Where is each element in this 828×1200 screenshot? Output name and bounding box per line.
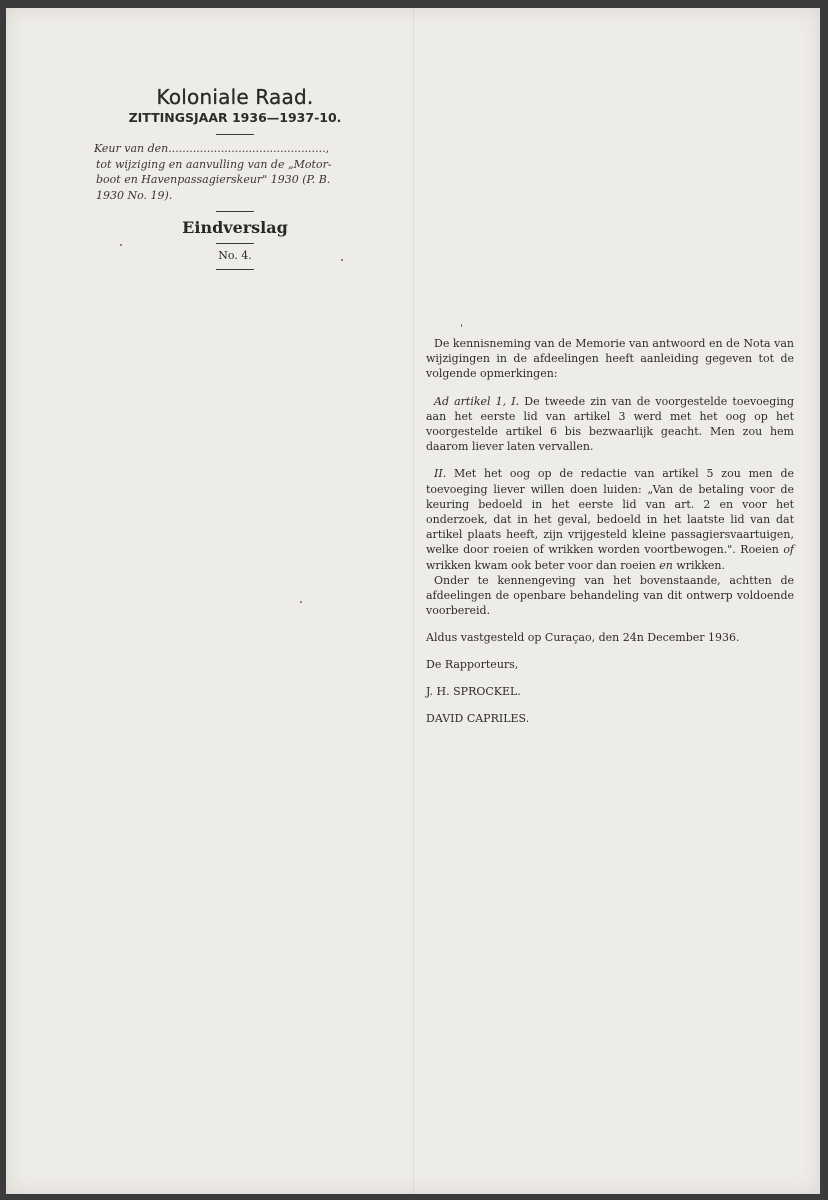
document-page — [6, 8, 820, 1194]
description-line: boot en Havenpassagierskeur" 1930 (P. B. — [96, 173, 331, 186]
description-line: 1930 No. 19). — [96, 188, 173, 202]
paper-speck — [461, 324, 462, 327]
intro-paragraph: De kennisneming van de Memorie van antwoord en de Nota van wijzigingen in de afdeelingen heeft aanleiding gegeven tot de volgende opmerkingen: — [426, 337, 794, 381]
report-number: No. 4. — [218, 249, 252, 262]
article-2-text: Met het oog op de redactie van artikel 5 zou men de toevoeging liever willen doen luiden: „Van de betaling voor de keuring bedoeld in het eerste lid van art. 2 en voor het onderzoek, dat in het geval, bedoeld in het laatste lid van dat artikel plaats heeft, zijn vrijgesteld kleine passagiersvaartuigen, welke door roeien of wrikken worden voortbewogen.". — [426, 467, 794, 557]
divider-rule — [216, 243, 254, 244]
signatory-name: J. H. SPROCKEL. — [426, 685, 521, 699]
article-2-label: II. — [434, 467, 447, 481]
paper-speck — [341, 259, 343, 261]
conclusion-paragraph: Onder te kennengeving van het bovenstaande, achtten de afdeelingen de openbare behandeling van dit ontwerp voldoende voorbereid. — [426, 573, 794, 618]
article-2-note: Roeien — [740, 543, 779, 557]
page-fold-line — [413, 8, 414, 1194]
description-line: tot wijziging en aanvulling van de „Motor- — [96, 157, 332, 171]
article-1-paragraph — [426, 394, 794, 455]
article-2-paragraph — [426, 466, 794, 572]
divider-rule — [216, 134, 254, 135]
signatory-name: DAVID CAPRILES. — [426, 712, 530, 726]
article-1-label: Ad artikel 1, I. — [434, 394, 520, 408]
document-header — [94, 84, 376, 270]
report-body — [426, 336, 794, 738]
paper-speck — [120, 244, 122, 246]
place-date-line: Aldus vastgesteld op Curaçao, den 24n December 1936. — [426, 631, 740, 645]
ordinance-description — [94, 141, 376, 203]
article-2-note-emphasis: en — [659, 558, 673, 572]
session-year: ZITTINGSJAAR 1936—1937-10. — [128, 110, 342, 125]
report-heading: Eindverslag — [182, 218, 288, 237]
article-1-text: De tweede zin van de voorgestelde toevoeging aan het eerste lid van artikel 3 werd met het oog op het voorgestelde artikel 6 bis bezwaarlijk geacht. Men zou hem daarom liever laten vervallen. — [426, 394, 794, 454]
article-2-note-emphasis: of — [783, 543, 795, 557]
article-2-note: wrikken kwam ook beter voor dan roeien — [426, 558, 656, 572]
description-line: Keur van den............................................., — [94, 142, 330, 155]
paper-speck — [300, 601, 302, 603]
divider-rule — [216, 269, 254, 270]
article-2-note: wrikken. — [676, 558, 725, 572]
divider-rule — [216, 211, 254, 212]
rapporteurs-label: De Rapporteurs, — [426, 658, 519, 672]
council-title: Koloniale Raad. — [156, 85, 314, 109]
